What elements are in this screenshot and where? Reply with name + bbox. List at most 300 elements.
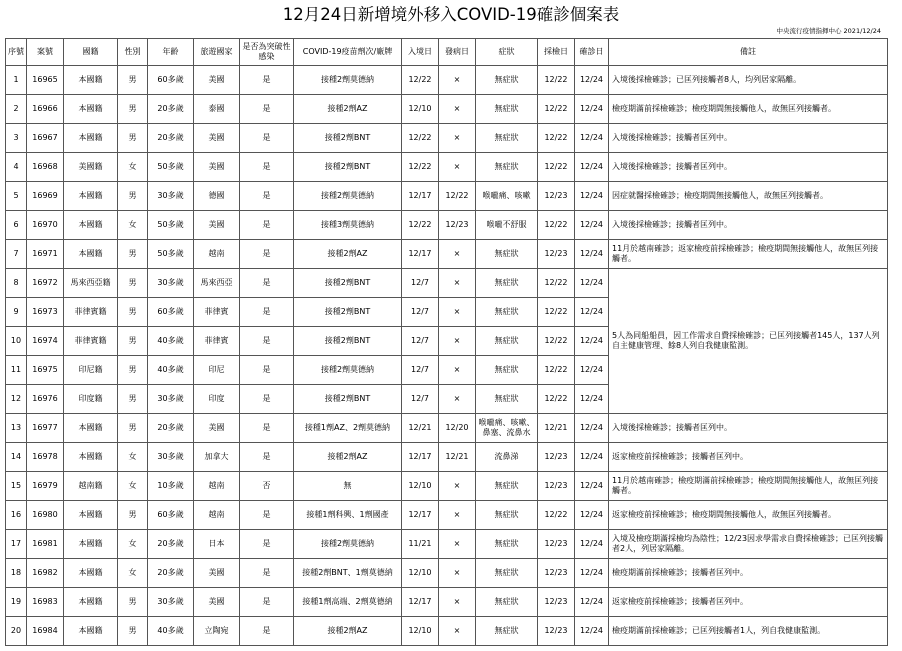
- sex-cell: 男: [118, 182, 148, 211]
- confirm-date-cell: 12/24: [575, 153, 609, 182]
- travel-country-cell: 泰國: [194, 95, 240, 124]
- nationality-cell: 本國籍: [64, 617, 118, 646]
- nationality-cell: 本國籍: [64, 501, 118, 530]
- age-group-cell: 20多歲: [148, 559, 194, 588]
- table-row: [6, 66, 888, 95]
- row-number-cell: 4: [6, 153, 27, 182]
- confirm-date-cell: 12/24: [575, 240, 609, 269]
- entry-date-cell: 12/17: [402, 501, 439, 530]
- vaccine-cell: 接種1劑高端、2劑莫德納: [294, 588, 402, 617]
- table-row: [6, 269, 888, 298]
- entry-date-cell: 12/10: [402, 95, 439, 124]
- row-number-cell: 19: [6, 588, 27, 617]
- header-cell: 年齡: [148, 39, 194, 66]
- sex-cell: 男: [118, 501, 148, 530]
- onset-date-cell: 12/23: [439, 211, 476, 240]
- vaccine-cell: 接種2劑莫德納: [294, 356, 402, 385]
- header-cell: 入境日: [402, 39, 439, 66]
- test-date-cell: 12/22: [538, 95, 575, 124]
- table-row: [6, 153, 888, 182]
- entry-date-cell: 12/22: [402, 66, 439, 95]
- nationality-cell: 馬來西亞籍: [64, 269, 118, 298]
- age-group-cell: 40多歲: [148, 617, 194, 646]
- test-date-cell: 12/23: [538, 559, 575, 588]
- sex-cell: 女: [118, 211, 148, 240]
- note-cell: 5人為同船船員，因工作需求自費採檢確診；已匡列接觸者145人，137人列自主健康管理、餘8人列自我健康監測。: [609, 269, 888, 414]
- note-cell: 11月於越南確診；檢疫期滿前採檢確診；檢疫期間無接觸他人，故無匡列接觸者。: [609, 472, 888, 501]
- row-number-cell: 7: [6, 240, 27, 269]
- breakthrough-cell: 是: [240, 240, 294, 269]
- symptom-cell: 無症狀: [476, 95, 538, 124]
- header-cell: 國籍: [64, 39, 118, 66]
- note-cell: 返家檢疫前採檢確診；接觸者匡列中。: [609, 443, 888, 472]
- sex-cell: 男: [118, 269, 148, 298]
- symptom-cell: 無症狀: [476, 153, 538, 182]
- entry-date-cell: 12/7: [402, 298, 439, 327]
- case-number-cell: 16973: [27, 298, 64, 327]
- note-cell: 返家檢疫前採檢確診；檢疫期間無接觸他人，故無匡列接觸者。: [609, 501, 888, 530]
- sex-cell: 女: [118, 530, 148, 559]
- sex-cell: 女: [118, 559, 148, 588]
- test-date-cell: 12/23: [538, 588, 575, 617]
- onset-date-cell: ×: [439, 617, 476, 646]
- case-number-cell: 16977: [27, 414, 64, 443]
- onset-date-cell: ×: [439, 240, 476, 269]
- onset-date-cell: ×: [439, 530, 476, 559]
- test-date-cell: 12/23: [538, 530, 575, 559]
- test-date-cell: 12/22: [538, 501, 575, 530]
- travel-country-cell: 印尼: [194, 356, 240, 385]
- vaccine-cell: 接種2劑莫德納: [294, 530, 402, 559]
- row-number-cell: 2: [6, 95, 27, 124]
- note-cell: 入境後採檢確診；接觸者匡列中。: [609, 211, 888, 240]
- travel-country-cell: 印度: [194, 385, 240, 414]
- breakthrough-cell: 是: [240, 95, 294, 124]
- breakthrough-cell: 是: [240, 269, 294, 298]
- vaccine-cell: 接種2劑BNT、1劑莫德納: [294, 559, 402, 588]
- confirm-date-cell: 12/24: [575, 501, 609, 530]
- symptom-cell: 喉嚨痛、咳嗽: [476, 182, 538, 211]
- onset-date-cell: ×: [439, 66, 476, 95]
- nationality-cell: 越南籍: [64, 472, 118, 501]
- nationality-cell: 菲律賓籍: [64, 298, 118, 327]
- onset-date-cell: ×: [439, 298, 476, 327]
- case-number-cell: 16970: [27, 211, 64, 240]
- test-date-cell: 12/22: [538, 327, 575, 356]
- table-row: [6, 501, 888, 530]
- note-cell: 檢疫期滿前採檢確診；檢疫期間無接觸他人，故無匡列接觸者。: [609, 95, 888, 124]
- age-group-cell: 30多歲: [148, 182, 194, 211]
- confirm-date-cell: 12/24: [575, 211, 609, 240]
- nationality-cell: 本國籍: [64, 211, 118, 240]
- confirm-date-cell: 12/24: [575, 66, 609, 95]
- confirm-date-cell: 12/24: [575, 443, 609, 472]
- age-group-cell: 20多歲: [148, 530, 194, 559]
- nationality-cell: 本國籍: [64, 95, 118, 124]
- breakthrough-cell: 是: [240, 66, 294, 95]
- row-number-cell: 20: [6, 617, 27, 646]
- vaccine-cell: 接種2劑BNT: [294, 298, 402, 327]
- case-number-cell: 16966: [27, 95, 64, 124]
- travel-country-cell: 美國: [194, 124, 240, 153]
- nationality-cell: 印度籍: [64, 385, 118, 414]
- confirm-date-cell: 12/24: [575, 269, 609, 298]
- row-number-cell: 5: [6, 182, 27, 211]
- travel-country-cell: 菲律賓: [194, 327, 240, 356]
- symptom-cell: 無症狀: [476, 66, 538, 95]
- vaccine-cell: 接種2劑AZ: [294, 95, 402, 124]
- onset-date-cell: ×: [439, 472, 476, 501]
- confirm-date-cell: 12/24: [575, 298, 609, 327]
- confirm-date-cell: 12/24: [575, 588, 609, 617]
- confirm-date-cell: 12/24: [575, 95, 609, 124]
- header-cell: 是否為突破性感染: [240, 39, 294, 66]
- sex-cell: 男: [118, 327, 148, 356]
- row-number-cell: 16: [6, 501, 27, 530]
- vaccine-cell: 接種2劑BNT: [294, 124, 402, 153]
- entry-date-cell: 12/17: [402, 182, 439, 211]
- sex-cell: 男: [118, 66, 148, 95]
- row-number-cell: 18: [6, 559, 27, 588]
- confirm-date-cell: 12/24: [575, 124, 609, 153]
- symptom-cell: 無症狀: [476, 356, 538, 385]
- onset-date-cell: ×: [439, 501, 476, 530]
- onset-date-cell: ×: [439, 385, 476, 414]
- age-group-cell: 10多歲: [148, 472, 194, 501]
- vaccine-cell: 無: [294, 472, 402, 501]
- travel-country-cell: 菲律賓: [194, 298, 240, 327]
- symptom-cell: 無症狀: [476, 588, 538, 617]
- travel-country-cell: 美國: [194, 414, 240, 443]
- symptom-cell: 喉嚨不舒服: [476, 211, 538, 240]
- test-date-cell: 12/22: [538, 269, 575, 298]
- row-number-cell: 13: [6, 414, 27, 443]
- nationality-cell: 本國籍: [64, 182, 118, 211]
- onset-date-cell: ×: [439, 327, 476, 356]
- sex-cell: 男: [118, 356, 148, 385]
- test-date-cell: 12/22: [538, 124, 575, 153]
- vaccine-cell: 接種2劑AZ: [294, 240, 402, 269]
- age-group-cell: 60多歲: [148, 501, 194, 530]
- test-date-cell: 12/23: [538, 617, 575, 646]
- header-cell: 症狀: [476, 39, 538, 66]
- test-date-cell: 12/23: [538, 182, 575, 211]
- cases-table-body: [6, 66, 888, 646]
- sex-cell: 男: [118, 124, 148, 153]
- sex-cell: 男: [118, 298, 148, 327]
- onset-date-cell: ×: [439, 588, 476, 617]
- row-number-cell: 17: [6, 530, 27, 559]
- symptom-cell: 無症狀: [476, 501, 538, 530]
- symptom-cell: 喉嚨痛、咳嗽、鼻塞、流鼻水: [476, 414, 538, 443]
- travel-country-cell: 美國: [194, 153, 240, 182]
- table-row: [6, 240, 888, 269]
- sex-cell: 男: [118, 588, 148, 617]
- sex-cell: 男: [118, 95, 148, 124]
- travel-country-cell: 越南: [194, 472, 240, 501]
- table-row: [6, 211, 888, 240]
- row-number-cell: 1: [6, 66, 27, 95]
- case-number-cell: 16983: [27, 588, 64, 617]
- nationality-cell: 本國籍: [64, 530, 118, 559]
- table-row: [6, 559, 888, 588]
- breakthrough-cell: 是: [240, 298, 294, 327]
- entry-date-cell: 12/22: [402, 124, 439, 153]
- breakthrough-cell: 是: [240, 153, 294, 182]
- note-cell: 入境後採檢確診；接觸者匡列中。: [609, 153, 888, 182]
- vaccine-cell: 接種1劑科興、1劑國產: [294, 501, 402, 530]
- test-date-cell: 12/22: [538, 153, 575, 182]
- breakthrough-cell: 是: [240, 443, 294, 472]
- symptom-cell: 無症狀: [476, 385, 538, 414]
- table-row: [6, 182, 888, 211]
- entry-date-cell: 12/22: [402, 211, 439, 240]
- table-row: [6, 617, 888, 646]
- age-group-cell: 30多歲: [148, 443, 194, 472]
- breakthrough-cell: 是: [240, 356, 294, 385]
- test-date-cell: 12/22: [538, 66, 575, 95]
- confirm-date-cell: 12/24: [575, 559, 609, 588]
- nationality-cell: 美國籍: [64, 153, 118, 182]
- age-group-cell: 50多歲: [148, 240, 194, 269]
- test-date-cell: 12/22: [538, 385, 575, 414]
- age-group-cell: 30多歲: [148, 588, 194, 617]
- breakthrough-cell: 是: [240, 501, 294, 530]
- breakthrough-cell: 是: [240, 385, 294, 414]
- row-number-cell: 14: [6, 443, 27, 472]
- sex-cell: 男: [118, 414, 148, 443]
- entry-date-cell: 12/10: [402, 617, 439, 646]
- test-date-cell: 12/22: [538, 298, 575, 327]
- vaccine-cell: 接種2劑BNT: [294, 153, 402, 182]
- test-date-cell: 12/23: [538, 240, 575, 269]
- test-date-cell: 12/23: [538, 443, 575, 472]
- entry-date-cell: 12/17: [402, 588, 439, 617]
- header-cell: 發病日: [439, 39, 476, 66]
- note-cell: 返家檢疫前採檢確診；接觸者匡列中。: [609, 588, 888, 617]
- travel-country-cell: 馬來西亞: [194, 269, 240, 298]
- note-cell: 入境後採檢確診；已匡列接觸者8人，均列居家隔離。: [609, 66, 888, 95]
- note-cell: 檢疫期滿前採檢確診；已匡列接觸者1人，列自我健康監測。: [609, 617, 888, 646]
- entry-date-cell: 12/21: [402, 414, 439, 443]
- test-date-cell: 12/22: [538, 356, 575, 385]
- row-number-cell: 10: [6, 327, 27, 356]
- row-number-cell: 9: [6, 298, 27, 327]
- case-number-cell: 16971: [27, 240, 64, 269]
- header-cell: 旅遊國家: [194, 39, 240, 66]
- travel-country-cell: 美國: [194, 559, 240, 588]
- travel-country-cell: 美國: [194, 588, 240, 617]
- age-group-cell: 50多歲: [148, 211, 194, 240]
- entry-date-cell: 11/21: [402, 530, 439, 559]
- note-cell: 入境後採檢確診；接觸者匡列中。: [609, 414, 888, 443]
- nationality-cell: 本國籍: [64, 66, 118, 95]
- onset-date-cell: 12/21: [439, 443, 476, 472]
- nationality-cell: 本國籍: [64, 240, 118, 269]
- header-cell: 序號: [6, 39, 27, 66]
- confirm-date-cell: 12/24: [575, 356, 609, 385]
- vaccine-cell: 接種2劑莫德納: [294, 66, 402, 95]
- age-group-cell: 50多歲: [148, 153, 194, 182]
- test-date-cell: 12/23: [538, 472, 575, 501]
- confirm-date-cell: 12/24: [575, 182, 609, 211]
- vaccine-cell: 接種2劑BNT: [294, 327, 402, 356]
- note-cell: 檢疫期滿前採檢確診；接觸者匡列中。: [609, 559, 888, 588]
- note-cell: 因症就醫採檢確診；檢疫期間無接觸他人，故無匡列接觸者。: [609, 182, 888, 211]
- confirm-date-cell: 12/24: [575, 414, 609, 443]
- breakthrough-cell: 是: [240, 617, 294, 646]
- onset-date-cell: 12/20: [439, 414, 476, 443]
- sex-cell: 男: [118, 385, 148, 414]
- onset-date-cell: ×: [439, 153, 476, 182]
- table-row: [6, 472, 888, 501]
- note-cell: 11月於越南確診；返家檢疫前採檢確診；檢疫期間無接觸他人，故無匡列接觸者。: [609, 240, 888, 269]
- vaccine-cell: 接種2劑AZ: [294, 443, 402, 472]
- entry-date-cell: 12/17: [402, 240, 439, 269]
- onset-date-cell: ×: [439, 559, 476, 588]
- entry-date-cell: 12/7: [402, 269, 439, 298]
- header-cell: 案號: [27, 39, 64, 66]
- case-number-cell: 16968: [27, 153, 64, 182]
- onset-date-cell: 12/22: [439, 182, 476, 211]
- breakthrough-cell: 是: [240, 182, 294, 211]
- case-number-cell: 16972: [27, 269, 64, 298]
- table-header-row: [6, 39, 888, 66]
- nationality-cell: 菲律賓籍: [64, 327, 118, 356]
- case-number-cell: 16981: [27, 530, 64, 559]
- case-number-cell: 16967: [27, 124, 64, 153]
- travel-country-cell: 越南: [194, 240, 240, 269]
- nationality-cell: 本國籍: [64, 559, 118, 588]
- vaccine-cell: 接種2劑BNT: [294, 385, 402, 414]
- travel-country-cell: 立陶宛: [194, 617, 240, 646]
- age-group-cell: 20多歲: [148, 414, 194, 443]
- symptom-cell: 無症狀: [476, 124, 538, 153]
- case-number-cell: 16984: [27, 617, 64, 646]
- note-cell: 入境及檢疫期滿採檢均為陰性；12/23因求學需求自費採檢確診；已匡列接觸者2人，列居家隔離。: [609, 530, 888, 559]
- case-number-cell: 16969: [27, 182, 64, 211]
- entry-date-cell: 12/10: [402, 559, 439, 588]
- travel-country-cell: 美國: [194, 211, 240, 240]
- table-row: [6, 443, 888, 472]
- case-number-cell: 16979: [27, 472, 64, 501]
- entry-date-cell: 12/7: [402, 385, 439, 414]
- note-cell: 入境後採檢確診；接觸者匡列中。: [609, 124, 888, 153]
- header-cell: 性別: [118, 39, 148, 66]
- nationality-cell: 本國籍: [64, 124, 118, 153]
- onset-date-cell: ×: [439, 124, 476, 153]
- breakthrough-cell: 是: [240, 559, 294, 588]
- breakthrough-cell: 是: [240, 588, 294, 617]
- test-date-cell: 12/22: [538, 211, 575, 240]
- nationality-cell: 本國籍: [64, 414, 118, 443]
- symptom-cell: 無症狀: [476, 269, 538, 298]
- age-group-cell: 30多歲: [148, 269, 194, 298]
- confirm-date-cell: 12/24: [575, 617, 609, 646]
- source-label: 中央流行疫情指揮中心 2021/12/24: [776, 27, 881, 35]
- breakthrough-cell: 否: [240, 472, 294, 501]
- row-number-cell: 8: [6, 269, 27, 298]
- nationality-cell: 印尼籍: [64, 356, 118, 385]
- symptom-cell: 無症狀: [476, 617, 538, 646]
- case-number-cell: 16978: [27, 443, 64, 472]
- vaccine-cell: 接種2劑AZ: [294, 617, 402, 646]
- symptom-cell: 無症狀: [476, 298, 538, 327]
- onset-date-cell: ×: [439, 95, 476, 124]
- entry-date-cell: 12/7: [402, 327, 439, 356]
- table-row: [6, 588, 888, 617]
- onset-date-cell: ×: [439, 356, 476, 385]
- sex-cell: 男: [118, 617, 148, 646]
- travel-country-cell: 德國: [194, 182, 240, 211]
- symptom-cell: 無症狀: [476, 472, 538, 501]
- case-number-cell: 16974: [27, 327, 64, 356]
- cases-table: [5, 38, 888, 646]
- breakthrough-cell: 是: [240, 414, 294, 443]
- symptom-cell: 流鼻涕: [476, 443, 538, 472]
- entry-date-cell: 12/22: [402, 153, 439, 182]
- sex-cell: 女: [118, 443, 148, 472]
- vaccine-cell: 接種3劑莫德納: [294, 211, 402, 240]
- age-group-cell: 20多歲: [148, 95, 194, 124]
- case-number-cell: 16976: [27, 385, 64, 414]
- age-group-cell: 20多歲: [148, 124, 194, 153]
- row-number-cell: 3: [6, 124, 27, 153]
- confirm-date-cell: 12/24: [575, 385, 609, 414]
- vaccine-cell: 接種1劑AZ、2劑莫德納: [294, 414, 402, 443]
- case-number-cell: 16982: [27, 559, 64, 588]
- table-row: [6, 95, 888, 124]
- page-title: 12月24日新增境外移入COVID-19確診個案表: [282, 5, 620, 24]
- breakthrough-cell: 是: [240, 211, 294, 240]
- vaccine-cell: 接種2劑莫德納: [294, 182, 402, 211]
- row-number-cell: 15: [6, 472, 27, 501]
- entry-date-cell: 12/17: [402, 443, 439, 472]
- vaccine-cell: 接種2劑BNT: [294, 269, 402, 298]
- travel-country-cell: 日本: [194, 530, 240, 559]
- entry-date-cell: 12/7: [402, 356, 439, 385]
- sex-cell: 男: [118, 240, 148, 269]
- row-number-cell: 11: [6, 356, 27, 385]
- table-row: [6, 414, 888, 443]
- breakthrough-cell: 是: [240, 530, 294, 559]
- symptom-cell: 無症狀: [476, 559, 538, 588]
- nationality-cell: 本國籍: [64, 443, 118, 472]
- age-group-cell: 40多歲: [148, 327, 194, 356]
- age-group-cell: 30多歲: [148, 385, 194, 414]
- row-number-cell: 12: [6, 385, 27, 414]
- confirm-date-cell: 12/24: [575, 327, 609, 356]
- sex-cell: 女: [118, 472, 148, 501]
- header-cell: COVID-19疫苗劑次/廠牌: [294, 39, 402, 66]
- travel-country-cell: 加拿大: [194, 443, 240, 472]
- table-row: [6, 530, 888, 559]
- symptom-cell: 無症狀: [476, 530, 538, 559]
- breakthrough-cell: 是: [240, 327, 294, 356]
- header-cell: 採檢日: [538, 39, 575, 66]
- age-group-cell: 60多歲: [148, 66, 194, 95]
- symptom-cell: 無症狀: [476, 240, 538, 269]
- age-group-cell: 60多歲: [148, 298, 194, 327]
- table-row: [6, 124, 888, 153]
- confirm-date-cell: 12/24: [575, 472, 609, 501]
- breakthrough-cell: 是: [240, 124, 294, 153]
- confirm-date-cell: 12/24: [575, 530, 609, 559]
- onset-date-cell: ×: [439, 269, 476, 298]
- travel-country-cell: 美國: [194, 66, 240, 95]
- header-cell: 備註: [609, 39, 888, 66]
- nationality-cell: 本國籍: [64, 588, 118, 617]
